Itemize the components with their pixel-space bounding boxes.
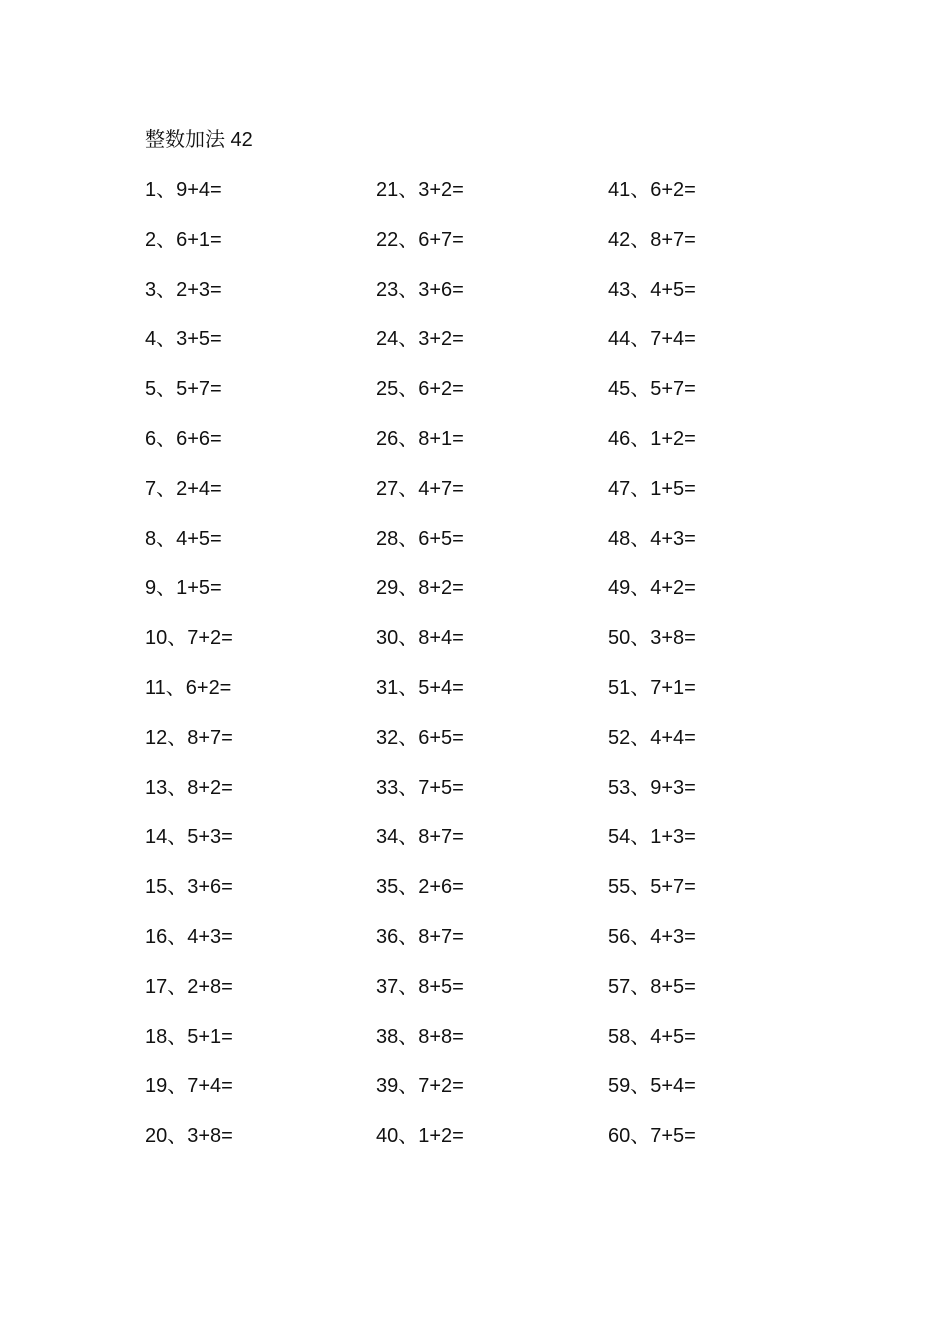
problem-item: 28、6+5=	[376, 527, 464, 550]
problem-item: 5、5+7=	[145, 378, 222, 401]
problem-item: 1、9+4=	[145, 179, 222, 201]
problem-item: 7、2+4=	[145, 477, 222, 500]
problem-item: 42、8+7=	[608, 228, 696, 251]
problem-item: 38、8+8=	[376, 1025, 464, 1048]
problem-item: 19、7+4=	[145, 1075, 233, 1098]
problem-item: 49、4+2=	[608, 577, 696, 600]
problem-item: 44、7+4=	[608, 328, 696, 351]
problem-item: 35、2+6=	[376, 876, 464, 899]
problem-item: 4、3+5=	[145, 328, 222, 351]
problem-item: 9、1+5=	[145, 577, 222, 600]
problem-item: 31、5+4=	[376, 676, 464, 699]
problem-column-1	[145, 176, 365, 1172]
problem-item: 30、8+4=	[376, 627, 464, 650]
problem-item: 24、3+2=	[376, 328, 464, 351]
problem-item: 46、1+2=	[608, 427, 696, 450]
problem-item: 57、8+5=	[608, 975, 696, 998]
problem-item: 3、2+3=	[145, 278, 222, 301]
problem-item: 32、6+5=	[376, 726, 464, 749]
problem-item: 55、5+7=	[608, 876, 696, 899]
problem-item: 52、4+4=	[608, 726, 696, 749]
problem-item: 53、9+3=	[608, 776, 696, 799]
problem-item: 11、6+2=	[145, 676, 232, 699]
problem-item: 12、8+7=	[145, 726, 233, 749]
problem-item: 51、7+1=	[608, 676, 696, 699]
problem-item: 17、2+8=	[145, 975, 233, 998]
problem-item: 58、4+5=	[608, 1025, 696, 1048]
problem-item: 40、1+2=	[376, 1125, 464, 1148]
problem-item: 36、8+7=	[376, 925, 464, 948]
problem-item: 45、5+7=	[608, 378, 696, 401]
problem-item: 60、7+5=	[608, 1125, 696, 1148]
problem-item: 13、8+2=	[145, 776, 233, 799]
problem-item: 33、7+5=	[376, 776, 464, 799]
problem-column-2	[376, 176, 596, 1172]
problem-item: 23、3+6=	[376, 278, 464, 301]
problem-item: 59、5+4=	[608, 1075, 696, 1098]
problem-item: 18、5+1=	[145, 1025, 233, 1048]
problem-item: 27、4+7=	[376, 477, 464, 500]
problem-item: 26、8+1=	[376, 427, 464, 450]
worksheet-title: 整数加法 42	[145, 129, 253, 151]
problem-item: 21、3+2=	[376, 179, 464, 201]
problem-item: 15、3+6=	[145, 876, 233, 899]
problem-item: 20、3+8=	[145, 1125, 233, 1148]
problem-item: 34、8+7=	[376, 826, 464, 849]
problem-item: 22、6+7=	[376, 228, 464, 251]
problem-item: 41、6+2=	[608, 179, 696, 201]
problem-item: 47、1+5=	[608, 477, 696, 500]
problem-item: 25、6+2=	[376, 378, 464, 401]
problem-item: 43、4+5=	[608, 278, 696, 301]
problem-item: 50、3+8=	[608, 627, 696, 650]
problem-item: 54、1+3=	[608, 826, 696, 849]
problem-item: 39、7+2=	[376, 1075, 464, 1098]
problem-item: 2、6+1=	[145, 228, 222, 251]
problem-item: 37、8+5=	[376, 975, 464, 998]
problem-item: 48、4+3=	[608, 527, 696, 550]
problem-item: 8、4+5=	[145, 527, 222, 550]
problem-item: 56、4+3=	[608, 925, 696, 948]
problem-item: 16、4+3=	[145, 925, 233, 948]
problem-item: 6、6+6=	[145, 427, 222, 450]
problem-column-3	[608, 176, 828, 1172]
problem-item: 10、7+2=	[145, 627, 233, 650]
problem-item: 14、5+3=	[145, 826, 233, 849]
problem-item: 29、8+2=	[376, 577, 464, 600]
